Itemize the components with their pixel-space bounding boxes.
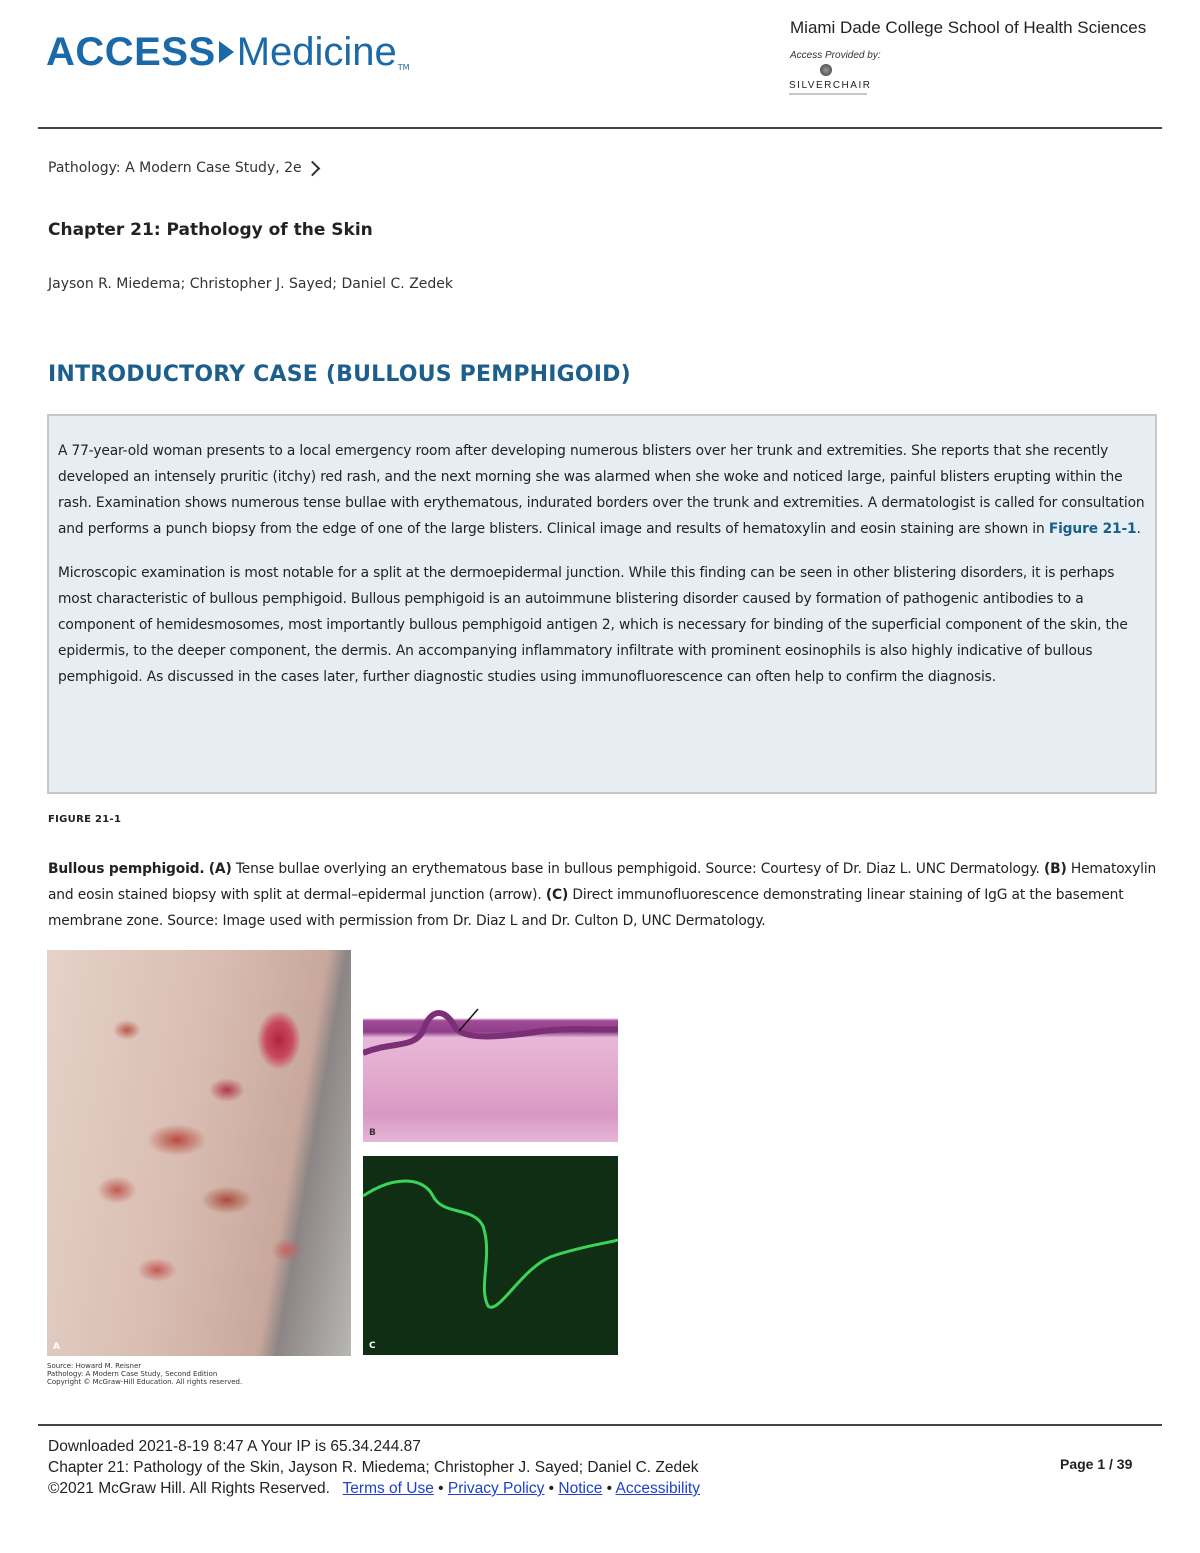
silverchair-logo: SILVERCHAIR <box>789 80 872 91</box>
figure-image-clinical-bullae[interactable] <box>47 950 351 1356</box>
footer-copyright: ©2021 McGraw Hill. All Rights Reserved. <box>48 1480 330 1497</box>
page-footer <box>48 1436 700 1499</box>
arrow-icon <box>459 1009 478 1031</box>
logo-medicine-text: Medicine <box>236 29 397 74</box>
caption-tag-b: (B) <box>1043 861 1067 877</box>
caption-text-a: Tense bullae overlying an erythematous base in bullous pemphigoid. Source: Courtesy of Dr. Diaz L. UNC Dermatology. <box>231 861 1044 877</box>
if-linear-staining <box>363 1156 618 1355</box>
figure-source-credit <box>47 1362 242 1386</box>
access-provided-by: Access Provided by: <box>790 50 881 61</box>
accessibility-link[interactable]: Accessibility <box>615 1480 700 1497</box>
source-line: Pathology: A Modern Case Study, Second Edition <box>47 1370 218 1378</box>
silverchair-icon <box>820 64 832 76</box>
case-paragraph-2: Microscopic examination is most notable for a split at the dermoepidermal junction. While this finding can be seen in other blistering disorders, it is perhaps most characteristic of bullous pemphigoid. Bullous pemphigoid is an autoimmune blistering disorder caused by formation of pathogenic antibodies to a component of hemidesmosomes, most importantly bullous pemphigoid antigen 2, which is necessary for binding of the superficial component of the skin, the epidermis, to the deeper component, the dermis. An accompanying inflammatory infiltrate with prominent eosinophils is also highly indicative of bullous pemphigoid. As discussed in the cases later, further diagnostic studies using immunofluorescence can often help to confirm the diagnosis. <box>58 565 1128 685</box>
case-paragraph-1-text: A 77-year-old woman presents to a local emergency room after developing numerous blisters over her trunk and extremities. She reports that she recently developed an intensely pruritic (itchy) red rash, and the next morning she was alarmed when she woke and noticed large, painful blisters erupting within the rash. Examination shows numerous tense bullae with erythematous, indurated borders over the trunk and extremities. A dermatologist is called for consultation and performs a punch biopsy from the edge of one of the large blisters. Clinical image and results of hematoxylin and eosin staining are shown in <box>58 443 1145 537</box>
panel-label-c: C <box>369 1341 376 1351</box>
source-line: Copyright © McGraw-Hill Education. All rights reserved. <box>47 1378 243 1386</box>
case-paragraph-1 <box>58 438 1148 542</box>
figure-caption <box>48 856 1158 934</box>
link-separator: • <box>544 1480 559 1497</box>
panel-label-a: A <box>53 1342 60 1352</box>
source-line: Source: Howard M. Reisner <box>47 1362 142 1370</box>
caption-text-b: Hematoxylin and eosin stained biopsy with split at dermal–epidermal junction (arrow). <box>48 861 1157 903</box>
footer-download-info: Downloaded 2021-8-19 8:47 A Your IP is 65.34.244.87 <box>48 1438 421 1455</box>
case-paragraph-1-end: . <box>1136 521 1141 537</box>
page-number: Page 1 / 39 <box>1060 1456 1133 1472</box>
case-box <box>47 414 1157 794</box>
footer-copyright-row <box>48 1478 700 1499</box>
chapter-title: Chapter 21: Pathology of the Skin <box>48 220 373 240</box>
caption-title: Bullous pemphigoid. <box>48 861 205 877</box>
terms-of-use-link[interactable]: Terms of Use <box>342 1480 434 1497</box>
panel-label-b: B <box>369 1128 376 1138</box>
section-heading: INTRODUCTORY CASE (BULLOUS PEMPHIGOID) <box>48 362 631 387</box>
footer-citation: Chapter 21: Pathology of the Skin, Jayson R. Miedema; Christopher J. Sayed; Daniel C. Zedek <box>48 1459 699 1476</box>
figure-image-he-biopsy[interactable] <box>363 1001 618 1142</box>
logo-arrow-icon <box>219 41 234 63</box>
chapter-authors: Jayson R. Miedema; Christopher J. Sayed; Daniel C. Zedek <box>48 276 454 292</box>
privacy-policy-link[interactable]: Privacy Policy <box>447 1480 545 1497</box>
caption-text-c: Direct immunofluorescence demonstrating linear staining of IgG at the basement membrane zone. Source: Image used with permission from Dr. Diaz L and Dr. Culton D, UNC Dermatology. <box>48 887 1124 929</box>
link-separator: • <box>433 1480 448 1497</box>
footer-divider <box>38 1424 1162 1426</box>
link-separator: • <box>602 1480 616 1497</box>
logo-access-text: ACCESS <box>46 29 216 74</box>
logo-trademark: TM <box>397 63 410 72</box>
chevron-right-icon <box>304 160 320 176</box>
he-biopsy-overlay <box>363 1001 618 1142</box>
figure-image-immunofluorescence[interactable] <box>363 1156 618 1355</box>
caption-tag-c: (C) <box>545 887 569 903</box>
breadcrumb-book-link[interactable]: Pathology: A Modern Case Study, 2e <box>48 160 302 176</box>
notice-link[interactable]: Notice <box>558 1480 603 1497</box>
accessmedicine-logo[interactable] <box>46 22 410 82</box>
figure-21-1-link[interactable]: Figure 21-1 <box>1048 521 1137 537</box>
figure-label: FIGURE 21-1 <box>48 814 122 825</box>
institution-name: Miami Dade College School of Health Sciences <box>790 18 1147 37</box>
silverchair-tagline-bar <box>789 93 867 95</box>
header-divider <box>38 127 1162 129</box>
breadcrumb[interactable] <box>48 160 318 176</box>
caption-tag-a: (A) <box>208 861 232 877</box>
